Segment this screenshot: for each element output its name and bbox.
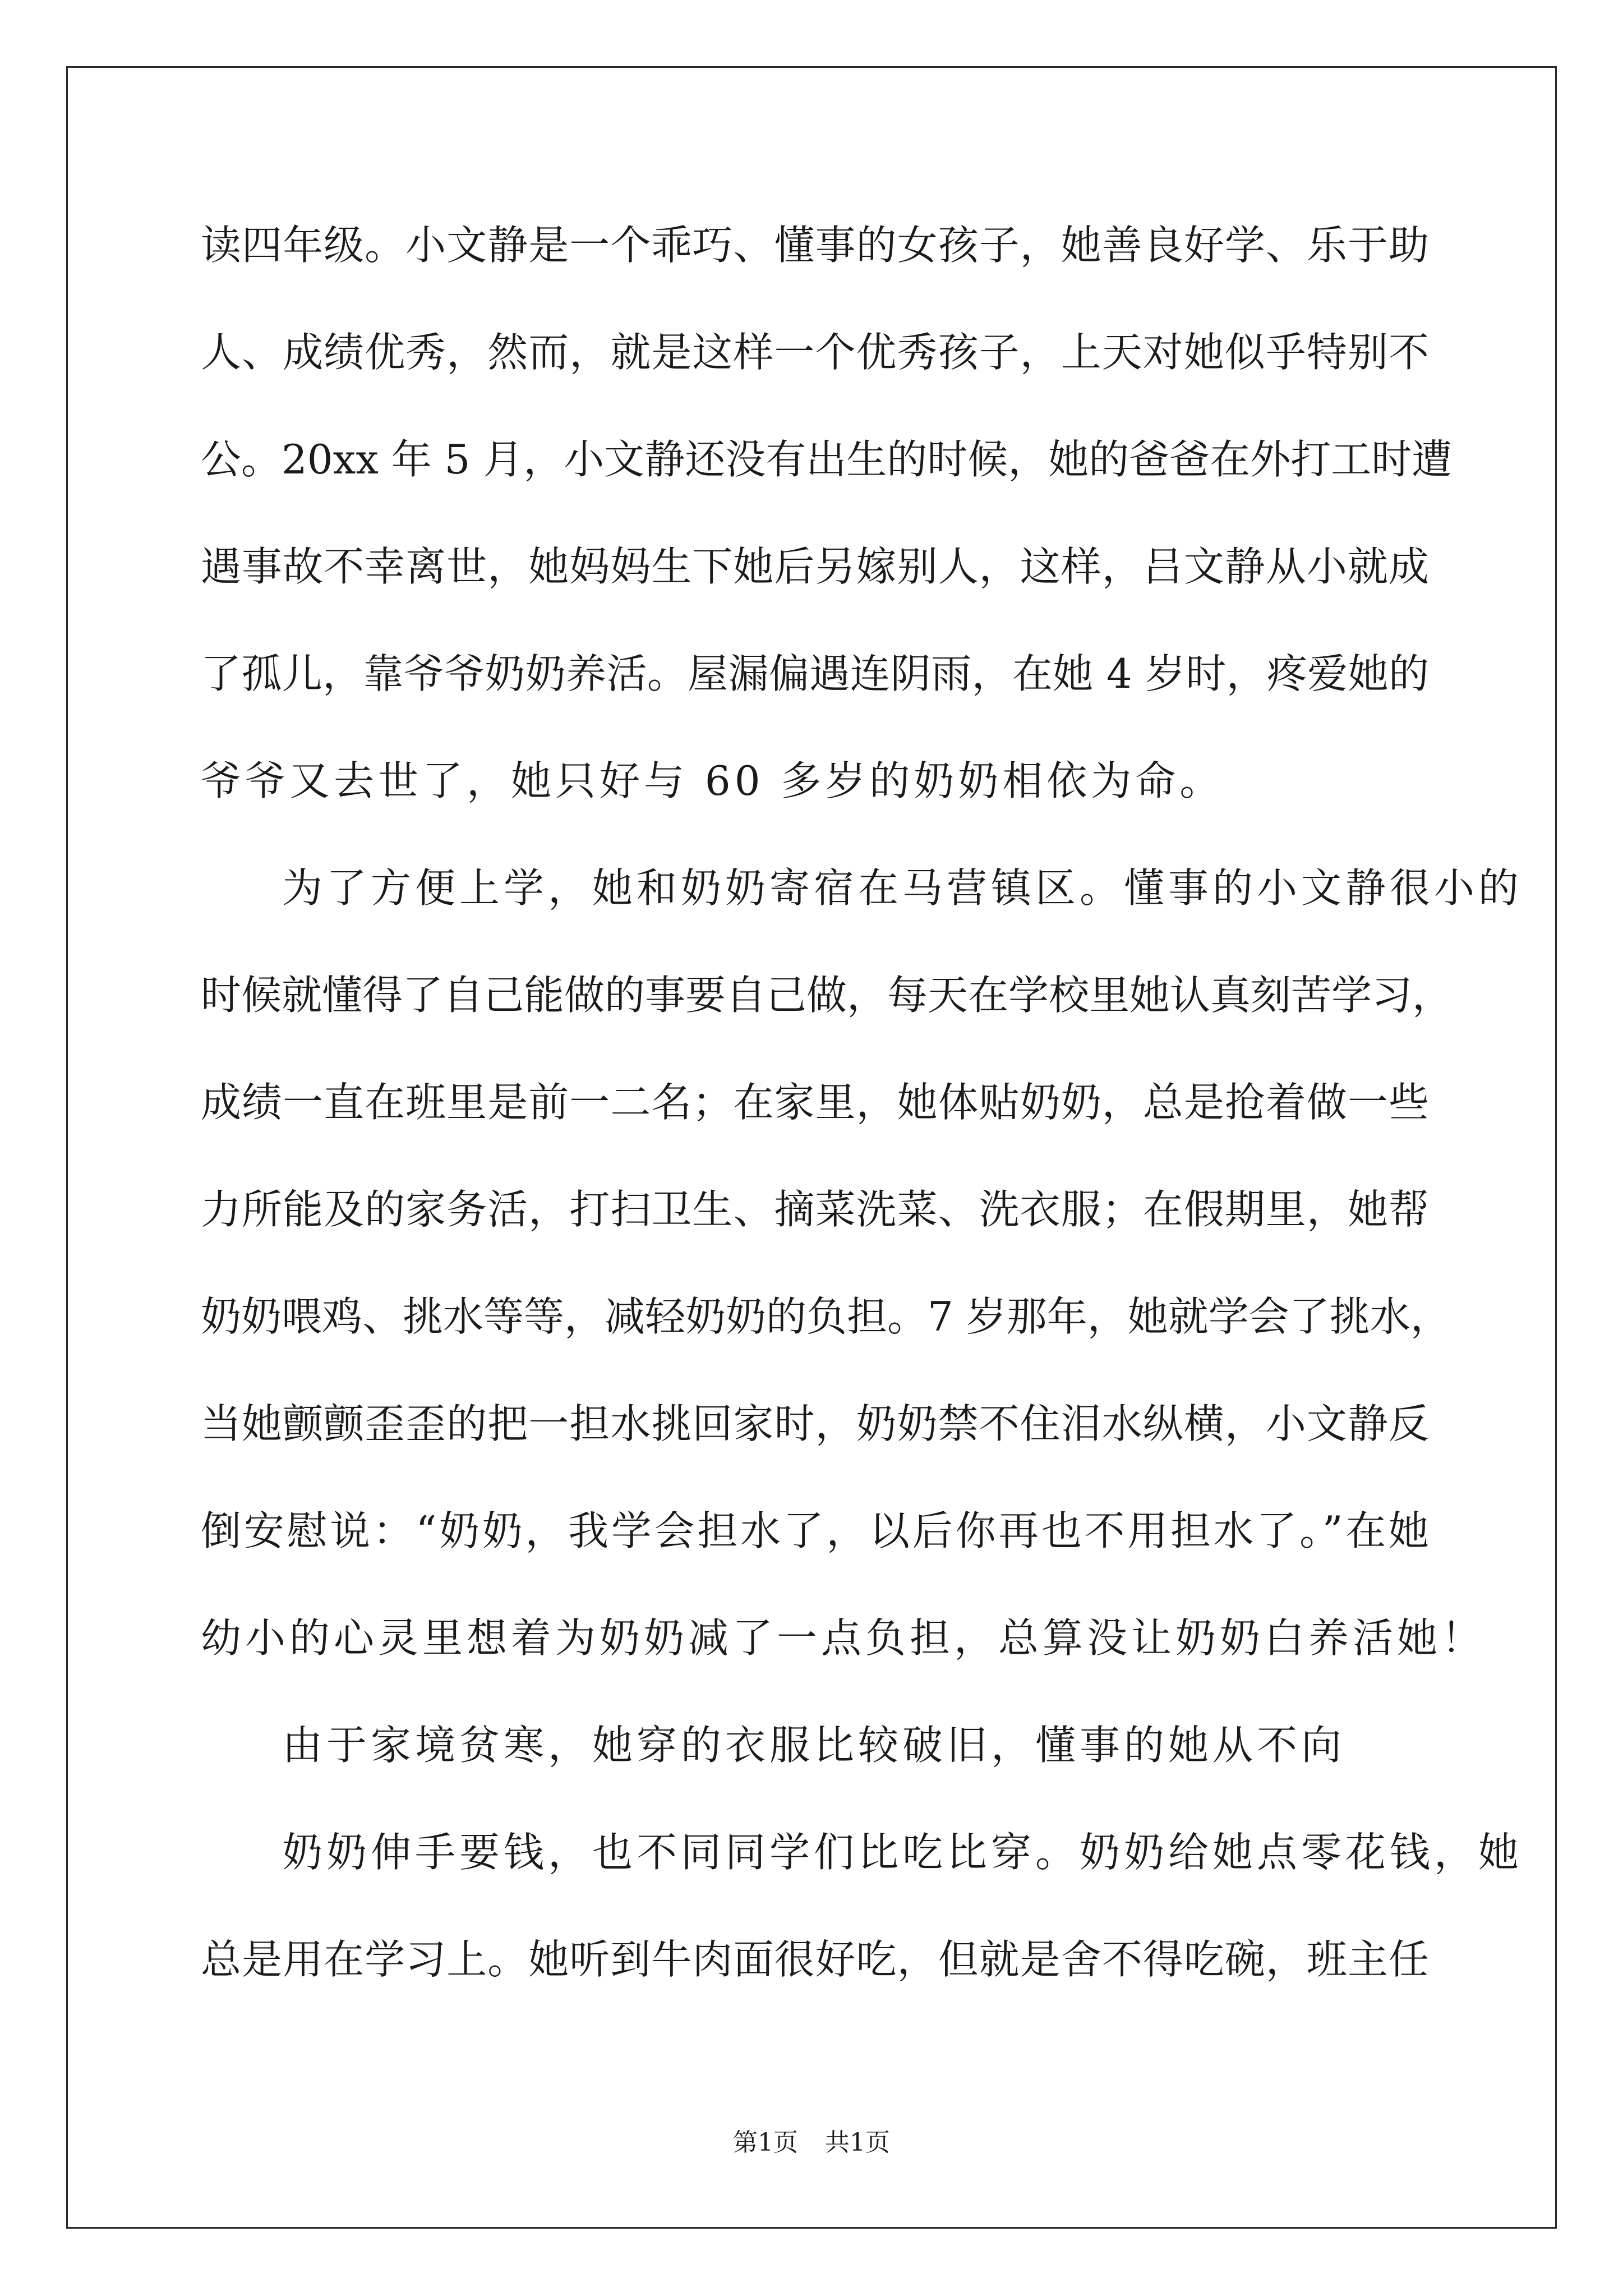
text-line: 成绩一直在班里是前一二名；在家里，她体贴奶奶，总是抢着做一些 (201, 1079, 1429, 1126)
paragraph-start-line: 由于家境贫寒，她穿的衣服比较破旧，懂事的她从不向 (282, 1722, 1346, 1769)
page-number-total: 共1页 (825, 2128, 890, 2157)
text-line: 幼小的心灵里想着为奶奶减了一点负担，总算没让奶奶白养活她！ (201, 1614, 1486, 1662)
paragraph-start-line: 奶奶伸手要钱，也不同同学们比吃比穿。奶奶给她点零花钱，她 (282, 1829, 1523, 1876)
text-line: 倒安慰说：“奶奶，我学会担水了，以后你再也不用担水了。”在她 (201, 1507, 1429, 1554)
text-line: 了孤儿，靠爷爷奶奶养活。屋漏偏遇连阴雨，在她 4 岁时，疼爱她的 (201, 650, 1429, 697)
text-line: 遇事故不幸离世，她妈妈生下她后另嫁别人，这样，吕文静从小就成 (201, 543, 1429, 590)
document-body (201, 216, 1523, 2037)
text-line: 力所能及的家务活，打扫卫生、摘菜洗菜、洗衣服；在假期里，她帮 (201, 1186, 1429, 1233)
text-line: 人、成绩优秀，然而，就是这样一个优秀孩子，上天对她似乎特别不 (201, 329, 1429, 376)
page-footer (0, 2126, 1623, 2160)
text-line: 当她颤颤歪歪的把一担水挑回家时，奶奶禁不住泪水纵横，小文静反 (201, 1400, 1429, 1447)
text-line: 奶奶喂鸡、挑水等等，减轻奶奶的负担。7 岁那年，她就学会了挑水， (201, 1293, 1451, 1340)
text-line: 读四年级。小文静是一个乖巧、懂事的女孩子，她善良好学、乐于助 (201, 222, 1429, 269)
paragraph-start-line: 为了方便上学，她和奶奶寄宿在马营镇区。懂事的小文静很小的 (282, 864, 1523, 912)
text-line: 公。20xx 年 5 月，小文静还没有出生的时候，她的爸爸在外打工时遭 (201, 436, 1453, 483)
text-line: 时候就懂得了自己能做的事要自己做，每天在学校里她认真刻苦学习， (201, 972, 1453, 1019)
text-line: 总是用在学习上。她听到牛肉面很好吃，但就是舍不得吃碗，班主任 (201, 1936, 1429, 1983)
text-line: 爷爷又去世了，她只好与 60 多岁的奶奶相依为命。 (201, 757, 1224, 804)
page-number-current: 第1页 (733, 2128, 798, 2157)
